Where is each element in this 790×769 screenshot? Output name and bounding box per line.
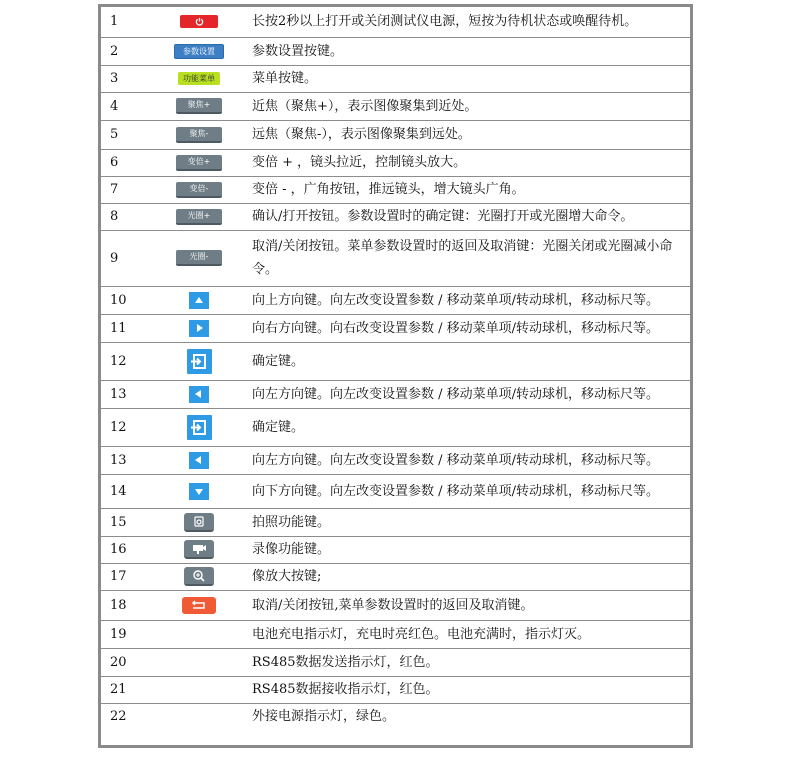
menu-button-icon: 功能菜单 — [178, 72, 220, 85]
row-description: 近焦（聚焦+），表示图像聚集到近处。 — [240, 92, 690, 120]
row-description: 向左方向键。向左改变设置参数 / 移动菜单项/转动球机，移动标尺等。 — [240, 446, 690, 474]
iris-minus-icon: 光圈- — [176, 250, 222, 266]
row-number: 17 — [101, 563, 158, 590]
row-number: 3 — [101, 65, 158, 92]
row-number: 9 — [101, 230, 158, 286]
table-row — [101, 703, 690, 730]
row-description: 像放大按键; — [240, 563, 690, 590]
row-description: 取消/关闭按钮,菜单参数设置时的返回及取消键。 — [240, 590, 690, 620]
table-row — [101, 120, 690, 149]
row-description: 远焦（聚焦-），表示图像聚集到远处。 — [240, 120, 690, 149]
row-number: 22 — [110, 709, 127, 725]
table-row — [101, 648, 690, 676]
table-row — [101, 590, 690, 620]
table-row — [101, 149, 690, 176]
table-row — [101, 7, 690, 37]
magnify-icon — [184, 567, 214, 586]
row-description: 确定键。 — [240, 342, 690, 380]
row-number: 19 — [101, 620, 158, 648]
row-description: 向左方向键。向左改变设置参数 / 移动菜单项/转动球机，移动标尺等。 — [240, 380, 690, 408]
row-description: RS485数据发送指示灯，红色。 — [240, 648, 690, 676]
zoom-minus-icon: 变倍- — [176, 182, 222, 198]
row-description: 向下方向键。向左改变设置参数 / 移动菜单项/转动球机，移动标尺等。 — [240, 474, 690, 508]
zoom-plus-icon: 变倍+ — [176, 155, 222, 171]
row-number: 14 — [101, 474, 158, 508]
enter-icon — [187, 349, 212, 374]
iris-plus-icon: 光圈+ — [176, 209, 222, 225]
row-number: 12 — [101, 342, 158, 380]
row-description: 确定键。 — [240, 408, 690, 446]
focus-minus-icon: 聚焦- — [176, 127, 222, 143]
row-number: 18 — [101, 590, 158, 620]
row-description: 向上方向键。向左改变设置参数 / 移动菜单项/转动球机，移动标尺等。 — [240, 286, 690, 314]
row-description: 录像功能键。 — [240, 536, 690, 563]
table-row — [101, 620, 690, 648]
row-number: 6 — [101, 149, 158, 176]
table-row — [101, 408, 690, 446]
table-row — [101, 508, 690, 536]
table-row — [101, 286, 690, 314]
right-arrow-icon — [189, 320, 209, 337]
left-arrow-icon — [189, 386, 209, 403]
row-number: 11 — [101, 314, 158, 342]
row-number: 2 — [101, 37, 158, 65]
table-row — [101, 563, 690, 590]
table-row — [101, 65, 690, 92]
table-row — [101, 446, 690, 474]
row-number: 20 — [101, 648, 158, 676]
table-row — [101, 176, 690, 203]
table-row — [101, 314, 690, 342]
params-button-icon: 参数设置 — [174, 44, 224, 59]
row-description: 向右方向键。向右改变设置参数 / 移动菜单项/转动球机，移动标尺等。 — [240, 314, 690, 342]
row-description: 外接电源指示灯，绿色。 — [252, 709, 396, 725]
row-number: 8 — [101, 203, 158, 230]
row-description: 长按2秒以上打开或关闭测试仪电源，短按为待机状态或唤醒待机。 — [240, 7, 690, 37]
row-description: 拍照功能键。 — [240, 508, 690, 536]
row-number: 13 — [101, 380, 158, 408]
row-description: RS485数据接收指示灯，红色。 — [240, 676, 690, 703]
table-row — [101, 342, 690, 380]
left-arrow-icon — [189, 452, 209, 469]
row-description: 参数设置按键。 — [240, 37, 690, 65]
up-arrow-icon — [189, 292, 209, 309]
row-number: 4 — [101, 92, 158, 120]
table-row — [101, 37, 690, 65]
enter-icon — [187, 415, 212, 440]
row-description: 变倍 + ，镜头拉近，控制镜头放大。 — [240, 149, 690, 176]
down-arrow-icon — [189, 483, 209, 500]
power-icon — [180, 15, 218, 28]
row-number: 13 — [101, 446, 158, 474]
row-description: 取消/关闭按钮。菜单参数设置时的返回及取消键：光圈关闭或光圈减小命令。 — [240, 230, 690, 286]
row-number: 16 — [101, 536, 158, 563]
row-description: 变倍 - ，广角按钮，推远镜头，增大镜头广角。 — [240, 176, 690, 203]
row-number: 7 — [101, 176, 158, 203]
row-number: 1 — [101, 7, 158, 37]
row-description: 电池充电指示灯，充电时亮红色。电池充满时，指示灯灭。 — [240, 620, 690, 648]
table-row — [101, 676, 690, 703]
table-row — [101, 230, 690, 286]
table-row — [101, 380, 690, 408]
table-row — [101, 203, 690, 230]
focus-plus-icon: 聚焦+ — [176, 98, 222, 114]
table-row — [101, 536, 690, 563]
table-row — [101, 474, 690, 508]
row-description: 菜单按键。 — [240, 65, 690, 92]
row-description: 确认/打开按钮。参数设置时的确定键：光圈打开或光圈增大命令。 — [240, 203, 690, 230]
return-icon — [182, 597, 216, 614]
row-number: 12 — [101, 408, 158, 446]
camera-icon — [184, 513, 214, 532]
button-description-table — [101, 7, 690, 730]
video-icon — [184, 540, 214, 559]
button-description-table-frame — [98, 4, 693, 748]
row-number: 10 — [101, 286, 158, 314]
row-number: 21 — [101, 676, 158, 703]
row-number: 15 — [101, 508, 158, 536]
table-row — [101, 92, 690, 120]
row-number: 5 — [101, 120, 158, 149]
